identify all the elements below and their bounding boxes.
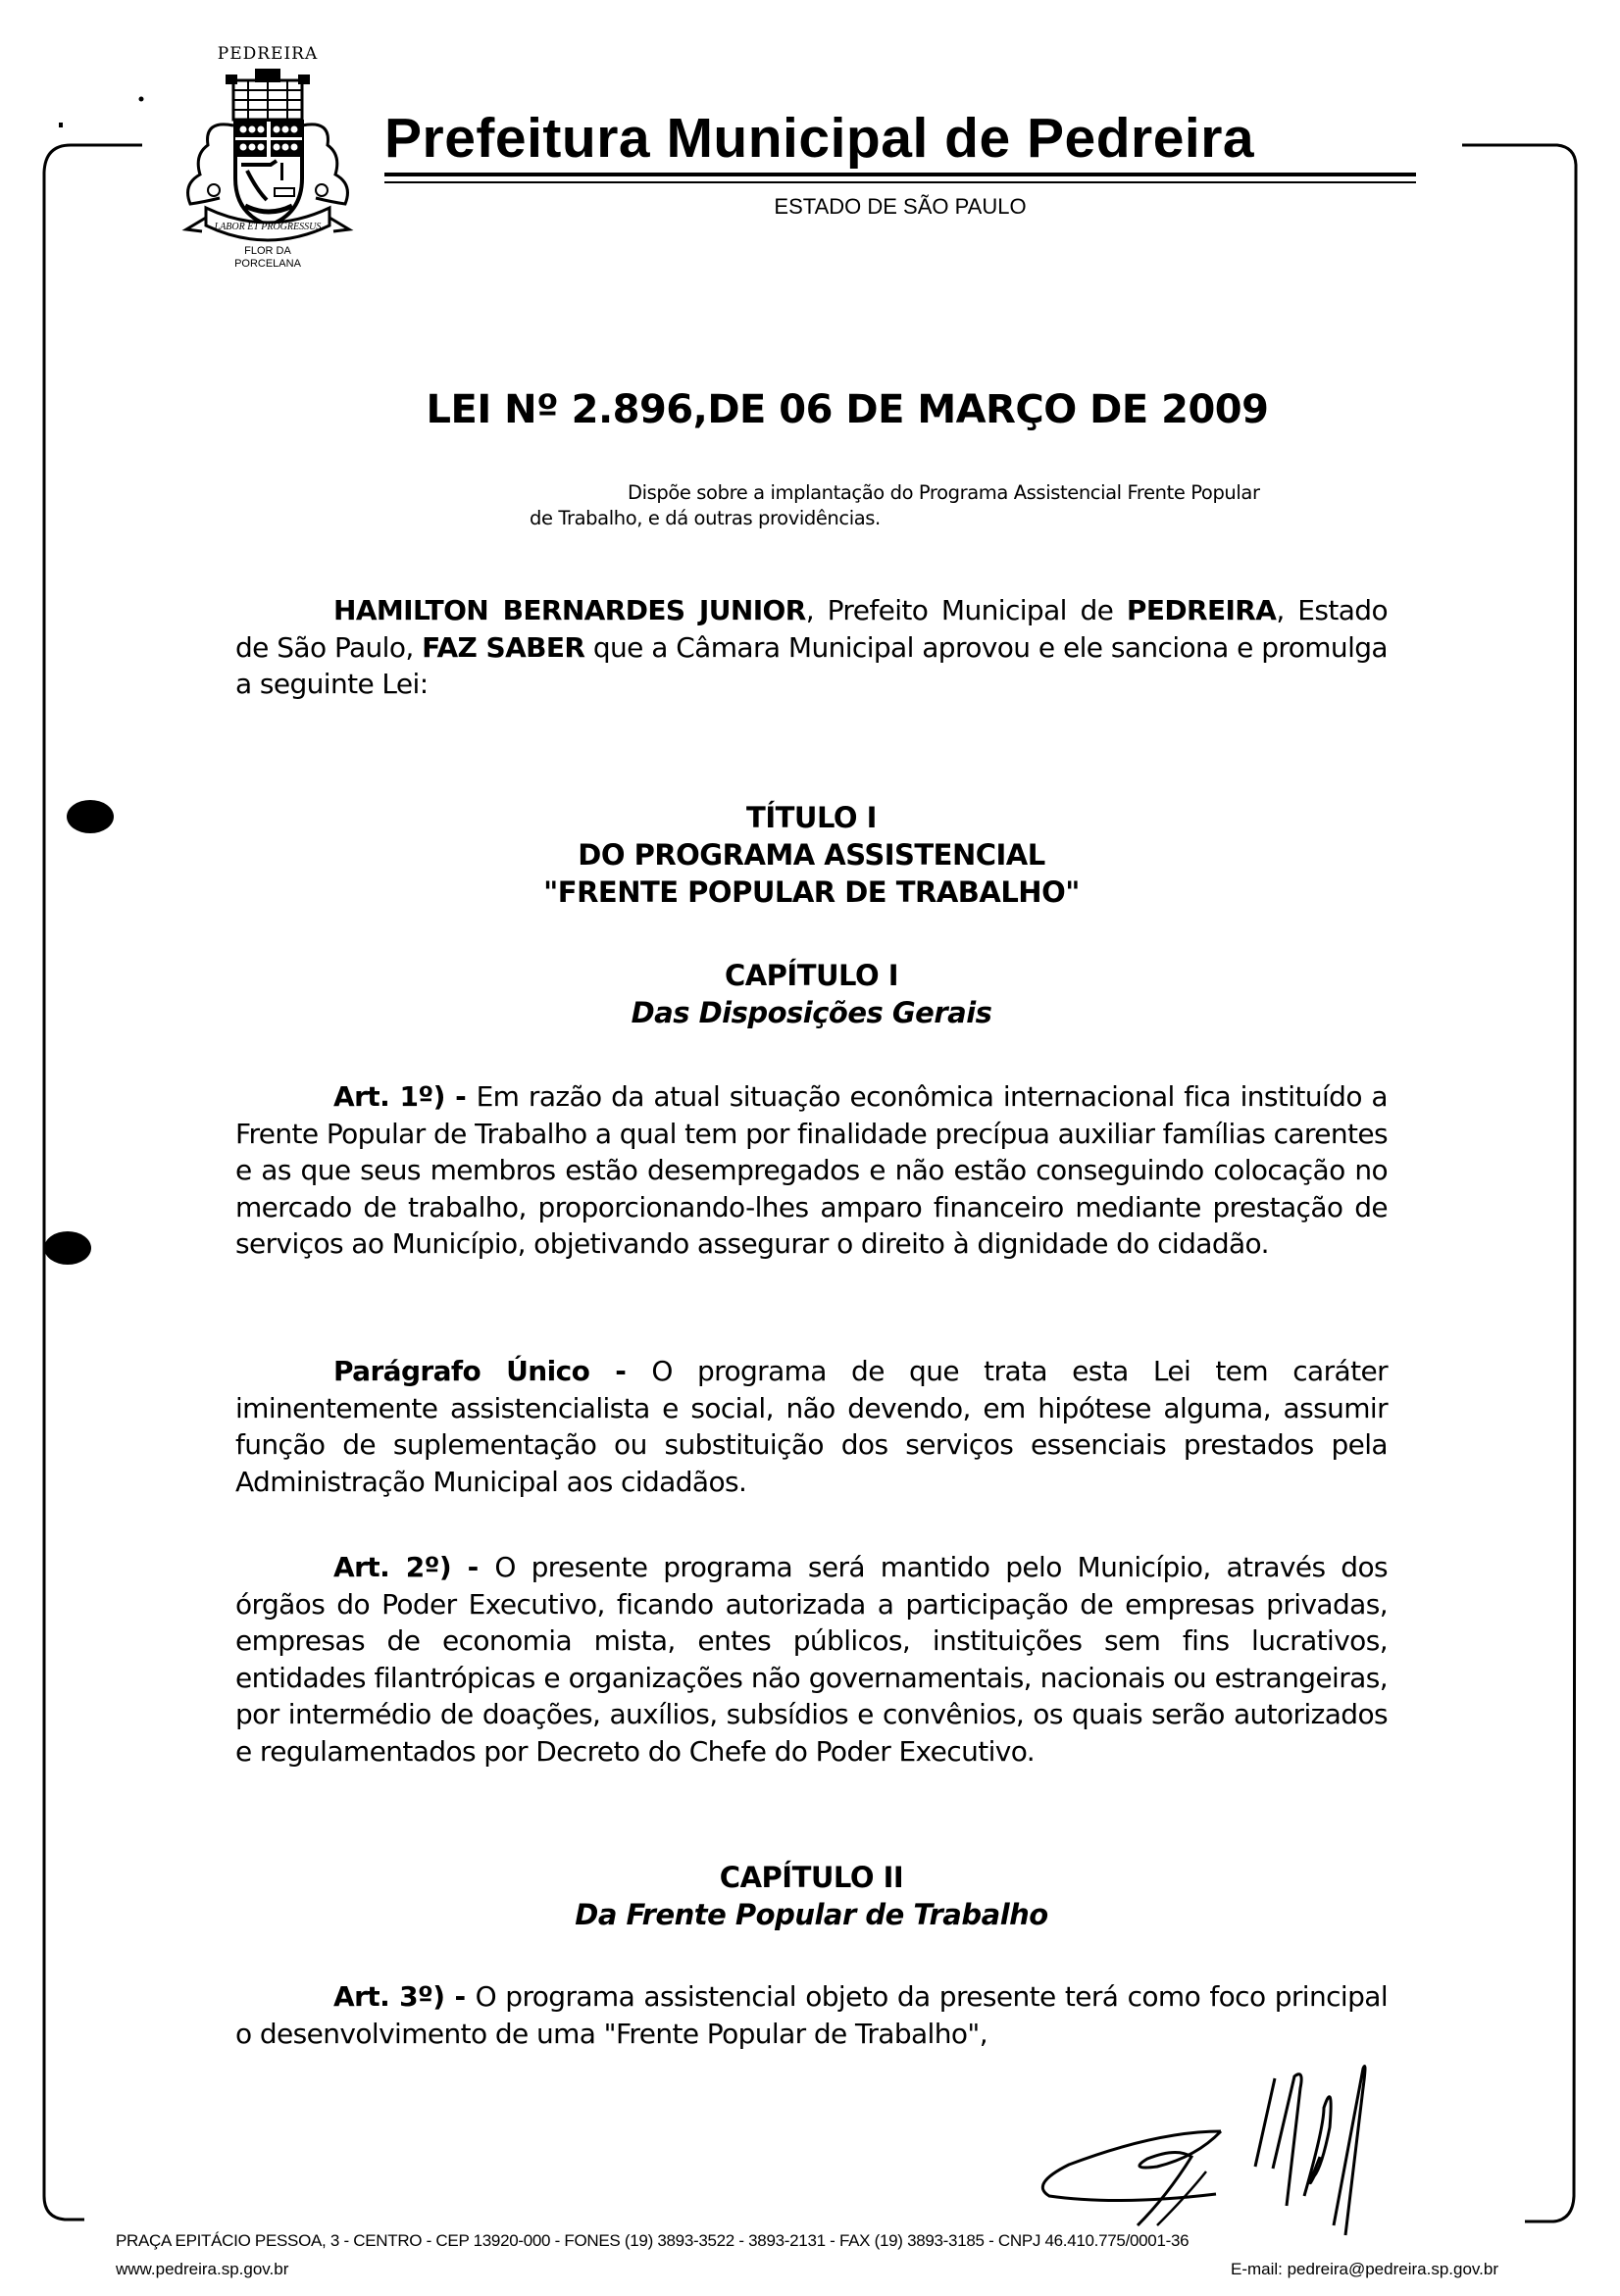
preamble-paragraph <box>235 592 1388 703</box>
mayor-name: HAMILTON BERNARDES JUNIOR <box>333 594 806 626</box>
capitulo-2-subtitle: Da Frente Popular de Trabalho <box>575 1898 1048 1931</box>
article-2-text: O presente programa será mantido pelo Município, através dos órgãos do Poder Executivo, ficando autorizada a participação de empresas privadas, empresas de economia mista, entes públicos, instituições sem fins lucrativos, entidades filantrópicas e organizações não governamentais, nacionais ou estrangeiras, por intermédio de doações, auxílios, subsídios e convênios, os quais serão autorizados e regulamentados por Decreto do Chefe do Poder Executivo. <box>235 1551 1388 1768</box>
crest-subtitle-line1: FLOR DA <box>244 245 291 257</box>
crest-motto: LABOR ET PROGRESSUS <box>214 222 322 232</box>
footer-address: PRAÇA EPITÁCIO PESSOA, 3 - CENTRO - CEP 13920-000 - FONES (19) 3893-3522 - 3893-2131 - FAX (19) 3893-3185 - CNPJ 46.410.775/0001-36 <box>116 2231 1190 2250</box>
article-1-text: Em razão da atual situação econômica internacional fica instituído a Frente Popular de Trabalho a qual tem por finalidade precípua auxiliar famílias carentes e as que seus membros estão desempregados e não estão conseguindo colocação no mercado de trabalho, proporcionando-lhes amparo financeiro mediante prestação de serviços ao Município, objetivando assegurar o direito à dignidade do cidadão. <box>235 1080 1388 1260</box>
title-underline-thick <box>384 173 1416 176</box>
article-2 <box>235 1549 1388 1770</box>
titulo-heading <box>235 799 1388 911</box>
titulo-label: TÍTULO I <box>746 801 877 834</box>
preamble-text-1: , Prefeito Municipal de <box>805 594 1127 626</box>
municipal-crest <box>165 39 371 275</box>
article-1-label: Art. 1º) - <box>333 1080 477 1113</box>
capitulo-2-heading <box>235 1859 1388 1933</box>
titulo-line-2: DO PROGRAMA ASSISTENCIAL <box>578 838 1045 872</box>
article-2-label: Art. 2º) - <box>333 1551 495 1583</box>
paragrafo-unico <box>235 1353 1388 1500</box>
state-name: ESTADO DE SÃO PAULO <box>774 194 1027 219</box>
capitulo-2-label: CAPÍTULO II <box>719 1861 904 1894</box>
ementa-line-2: de Trabalho, e dá outras providências. <box>530 507 881 529</box>
faz-saber: FAZ SABER <box>422 630 585 664</box>
preamble-text-2: , Estado de São Paulo, <box>235 594 1388 664</box>
article-1 <box>235 1078 1388 1263</box>
ementa-line-1: Dispõe sobre a implantação do Programa Assistencial Frente Popular <box>628 481 1260 504</box>
article-3 <box>235 1978 1388 2052</box>
paragrafo-unico-text: O programa de que trata esta Lei tem caráter iminentemente assistencialista e social, não devendo, em hipótese alguma, assumir função de suplementação ou substituição dos serviços essenciais prestados pela Administração Municipal aos cidadãos. <box>235 1355 1388 1498</box>
article-3-text: O programa assistencial objeto da presente terá como foco principal o desenvolvimento de uma "Frente Popular de Trabalho", <box>235 1980 1388 2050</box>
capitulo-1-subtitle: Das Disposições Gerais <box>631 996 992 1029</box>
crest-subtitle-line2: PORCELANA <box>234 258 301 270</box>
city-name: PEDREIRA <box>1126 594 1277 626</box>
title-underline-thin <box>384 181 1416 183</box>
law-title: LEI Nº 2.896,DE 06 DE MARÇO DE 2009 <box>426 387 1269 432</box>
footer-email-link[interactable]: E-mail: pedreira@pedreira.sp.gov.br <box>1230 2260 1498 2278</box>
capitulo-1-heading <box>235 957 1388 1031</box>
punch-hole-bottom <box>44 1231 91 1265</box>
law-ementa <box>530 480 1383 531</box>
crest-subtitle <box>165 245 371 271</box>
crest-top-text: PEDREIRA <box>217 44 319 64</box>
coat-of-arms-icon <box>165 61 371 247</box>
footer-website-link[interactable]: www.pedreira.sp.gov.br <box>116 2260 289 2278</box>
signature-icon <box>1010 2049 1422 2255</box>
titulo-line-3: "FRENTE POPULAR DE TRABALHO" <box>543 875 1080 909</box>
punch-hole-top <box>67 800 114 833</box>
preamble-text-3: que a Câmara Municipal aprovou e ele sanciona e promulga a seguinte Lei: <box>235 630 1388 700</box>
paragrafo-unico-label: Parágrafo Único - <box>333 1355 652 1387</box>
article-3-label: Art. 3º) - <box>333 1980 476 2013</box>
organization-name: Prefeitura Municipal de Pedreira <box>384 107 1255 170</box>
capitulo-1-label: CAPÍTULO I <box>724 959 899 992</box>
